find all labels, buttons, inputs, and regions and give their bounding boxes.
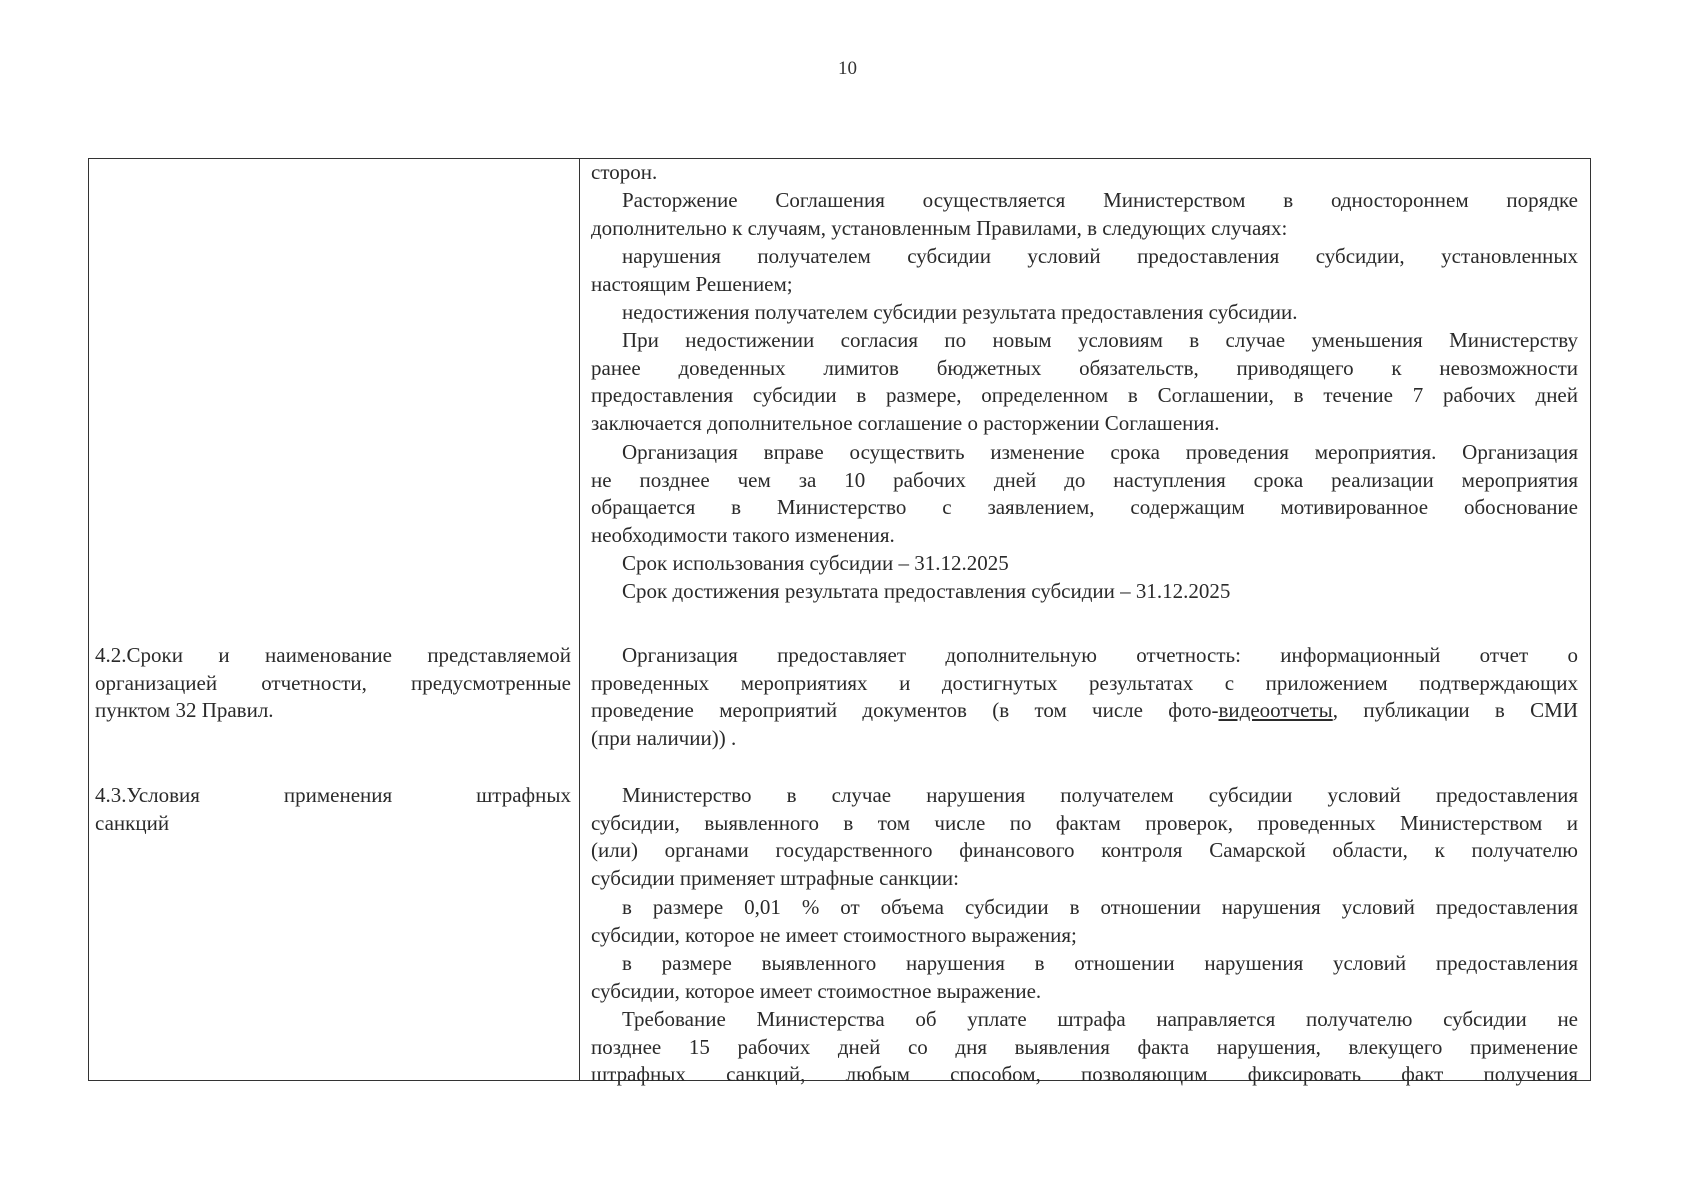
label-line: 4.3.Условия применения штрафных [95,783,571,807]
text-line: заключается дополнительное соглашение о расторжении Соглашения. [591,410,1220,435]
label-line: организацией отчетности, предусмотренные [95,670,571,695]
row-4-3-label [95,782,571,837]
text-line: субсидии, выявленного в том числе по фактам проверок, проведенных Министерством и [591,810,1578,835]
paragraph [591,578,1578,606]
text-line: субсидии применяет штрафные санкции: [591,865,959,890]
table-left-column [89,159,580,1080]
text-line: проведение мероприятий документов (в том числе фото-видеоотчеты, публикации в СМИ [591,698,1578,722]
text-line: не позднее чем за 10 рабочих дней до наступления срока реализации мероприятия [591,467,1578,492]
text-line: Организация вправе осуществить изменение срока проведения мероприятия. Организация [622,440,1578,464]
text-line: штрафных санкций, любым способом, позволяющим фиксировать факт получения [591,1062,1578,1086]
text-line: проведенных мероприятиях и достигнутых результатах с приложением подтверждающих [591,670,1578,695]
paragraph [591,327,1578,437]
table-right-column [580,159,1590,1086]
label-line: 4.2.Сроки и наименование представляемой [95,643,571,667]
text-line: Министерство в случае нарушения получателем субсидии условий предоставления [622,783,1578,807]
paragraph [591,1006,1578,1089]
text-line: необходимости такого изменения. [591,522,895,547]
text-line: Расторжение Соглашения осуществляется Министерством в одностороннем порядке [622,188,1578,212]
text-line: сторон. [591,160,658,184]
text-line: Срок использования субсидии – 31.12.2025 [622,551,1009,575]
text-line: недостижения получателем субсидии результата предоставления субсидии. [622,300,1298,324]
paragraph [591,159,1578,187]
paragraph [591,299,1578,327]
underlined-text: видеоотчеты [1218,698,1333,722]
paragraph [591,782,1578,892]
text-line: субсидии, которое имеет стоимостное выражение. [591,978,1042,1003]
text-line: (при наличии)) . [591,725,737,750]
text-line: нарушения получателем субсидии условий предоставления субсидии, установленных [622,244,1578,268]
text-line: Требование Министерства об уплате штрафа направляется получателю субсидии не [622,1007,1578,1031]
text-line: в размере 0,01 % от объема субсидии в отношении нарушения условий предоставления [622,895,1578,919]
text-line: Срок достижения результата предоставления субсидии – 31.12.2025 [622,579,1231,603]
text-line: дополнительно к случаям, установленным Правилами, в следующих случаях: [591,215,1288,240]
page-number: 10 [838,58,857,79]
paragraph [591,950,1578,1005]
text-line: При недостижении согласия по новым условиям в случае уменьшения Министерству [622,328,1578,352]
paragraph [591,439,1578,549]
paragraph [591,187,1578,242]
paragraph [591,550,1578,578]
text-line: настоящим Решением; [591,271,793,296]
text-line: ранее доведенных лимитов бюджетных обязательств, приводящего к невозможности [591,355,1578,380]
text-line: в размере выявленного нарушения в отношении нарушения условий предоставления [622,951,1578,975]
label-line: санкций [95,810,170,835]
document-table [88,158,1591,1086]
text-line: Организация предоставляет дополнительную отчетность: информационный отчет о [622,643,1578,667]
text-line: субсидии, которое не имеет стоимостного выражения; [591,922,1077,947]
label-line: пунктом 32 Правил. [95,698,274,722]
text-line: обращается в Министерство с заявлением, содержащим мотивированное обоснование [591,495,1578,519]
paragraph [591,894,1578,949]
text-line: предоставления субсидии в размере, определенном в Соглашении, в течение 7 рабочих дней [591,383,1578,407]
paragraph [591,642,1578,752]
paragraph [591,243,1578,298]
text-line: позднее 15 рабочих дней со дня выявления факта нарушения, влекущего применение [591,1034,1578,1059]
row-4-2-label [95,642,571,725]
text-line: (или) органами государственного финансового контроля Самарской области, к получателю [591,838,1578,862]
